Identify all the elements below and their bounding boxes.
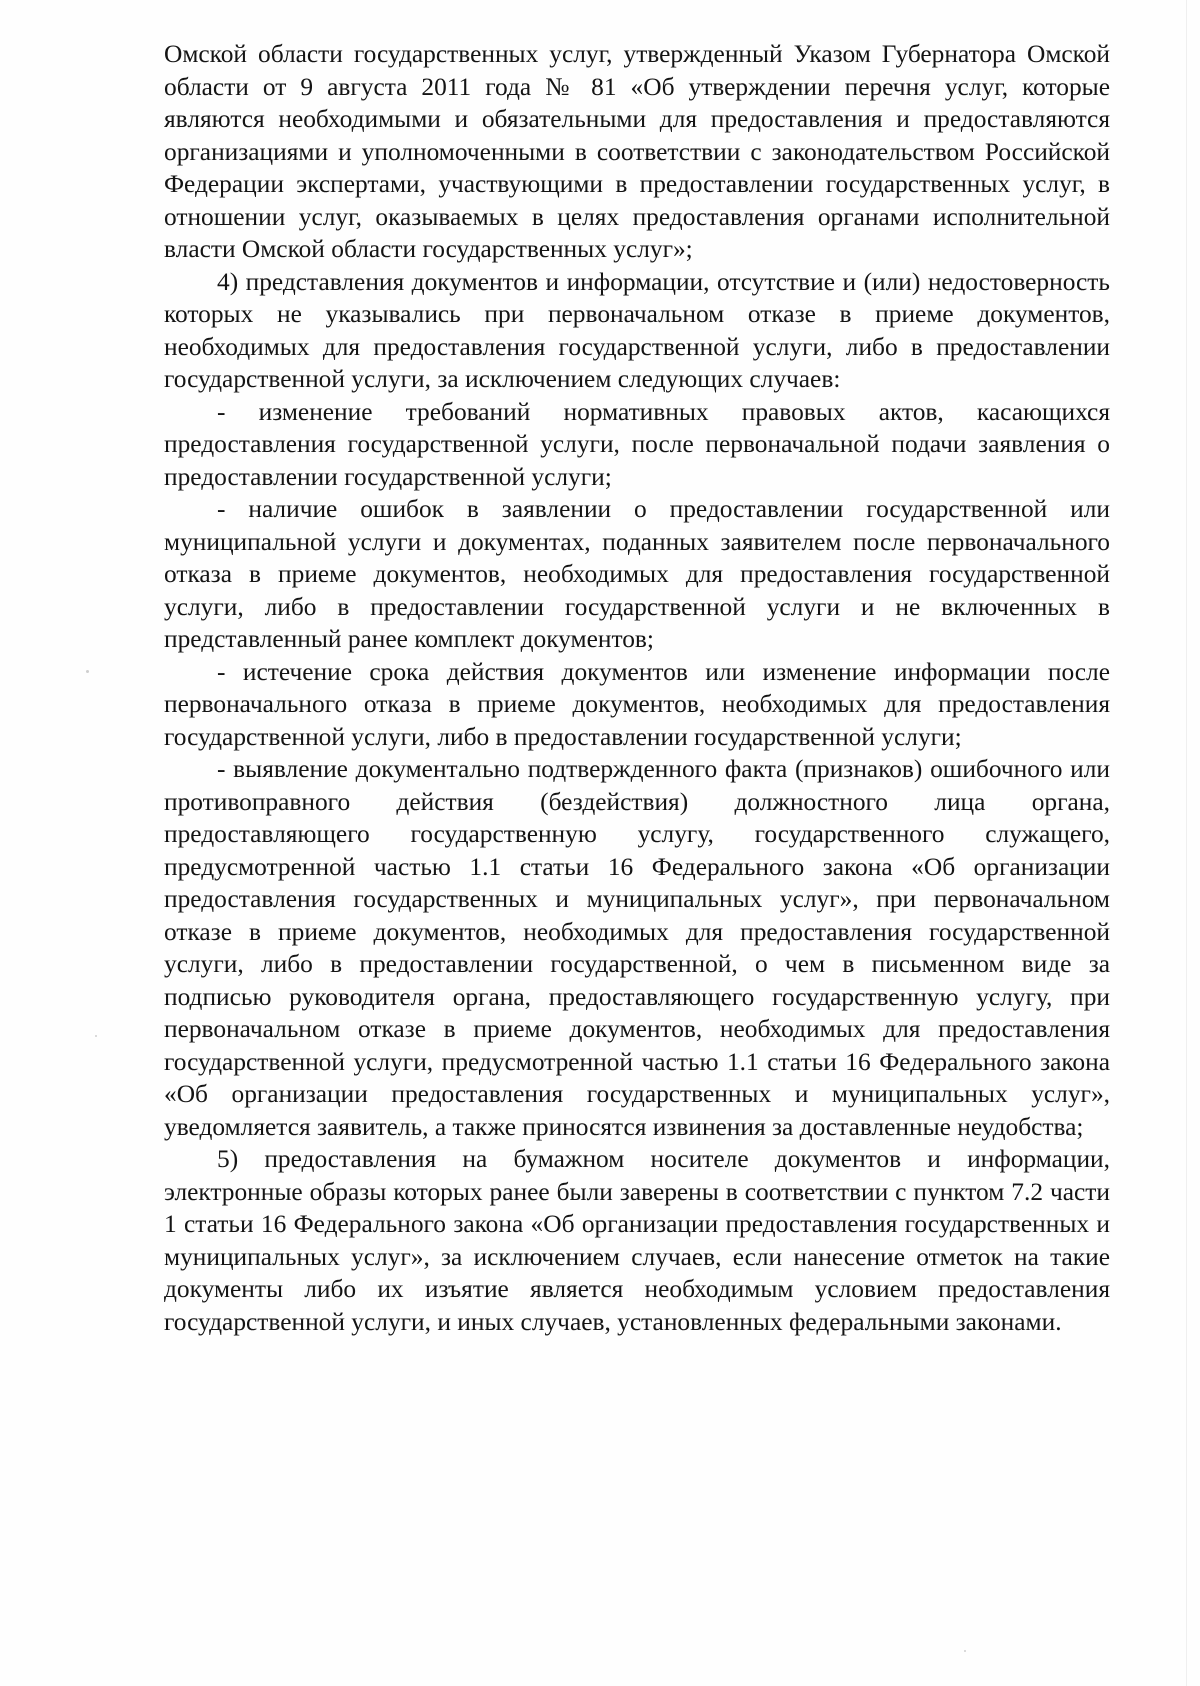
paragraph-case-errors: - наличие ошибок в заявлении о предоставлении государственной или муниципальной услуги и документах, поданных заявителем после первоначального отказа в приеме документов, необходимых для предоставления государственной услуги, либо в предоставлении государственной услуги и не включенных в представленный ранее комплект документов;	[164, 495, 1110, 653]
document-body	[164, 38, 1110, 1338]
scan-speck	[95, 1035, 97, 1037]
scan-speck	[964, 1650, 966, 1652]
scan-edge-line	[1186, 0, 1187, 1686]
paragraph-case-expiry: - истечение срока действия документов или изменение информации после первоначального отказа в приеме документов, необходимых для предоставления государственной услуги, либо в предоставлении государственной услуги;	[164, 657, 1110, 751]
paragraph-item-4: 4) представления документов и информации, отсутствие и (или) недостоверность которых не указывались при первоначальном отказе в приеме документов, необходимых для предоставления государственной услуги, либо в предоставлении государственной услуги, за исключением следующих случаев:	[164, 267, 1110, 393]
paragraph-case-requirements-change: - изменение требований нормативных правовых актов, касающихся предоставления государственной услуги, после первоначальной подачи заявления о предоставлении государственной услуги;	[164, 397, 1110, 491]
paragraph-continuation: Омской области государственных услуг, утвержденный Указом Губернатора Омской области от 9 августа 2011 года № 81 «Об утверждении перечня услуг, которые являются необходимыми и обязательными для предоставления и предоставляются организациями и уполномоченными в соответствии с законодательством Российской Федерации экспертами, участвующими в предоставлении государственных услуг, в отношении услуг, оказываемых в целях предоставления органами исполнительной власти Омской области государственных услуг»;	[164, 40, 1110, 263]
scan-speck	[86, 670, 89, 673]
paragraph-item-5: 5) предоставления на бумажном носителе документов и информации, электронные образы которых ранее были заверены в соответствии с пунктом 7.2 части 1 статьи 16 Федерального закона «Об организации предоставления государственных и муниципальных услуг», за исключением случаев, если нанесение отметок на такие документы либо их изъятие является необходимым условием предоставления государственной услуги, и иных случаев, установленных федеральными законами.	[164, 1145, 1110, 1336]
paragraph-case-misconduct: - выявление документально подтвержденного факта (признаков) ошибочного или противоправного действия (бездействия) должностного лица органа, предоставляющего государственную услугу, государственного служащего, предусмотренной частью 1.1 статьи 16 Федерального закона «Об организации предоставления государственных и муниципальных услуг», при первоначальном отказе в приеме документов, необходимых для предоставления государственной услуги, либо в предоставлении государственной, о чем в письменном виде за подписью руководителя органа, предоставляющего государственную услугу, при первоначальном отказе в приеме документов, необходимых для предоставления государственной услуги, предусмотренной частью 1.1 статьи 16 Федерального закона «Об организации предоставления государственных и муниципальных услуг», уведомляется заявитель, а также приносятся извинения за доставленные неудобства;	[164, 755, 1110, 1141]
